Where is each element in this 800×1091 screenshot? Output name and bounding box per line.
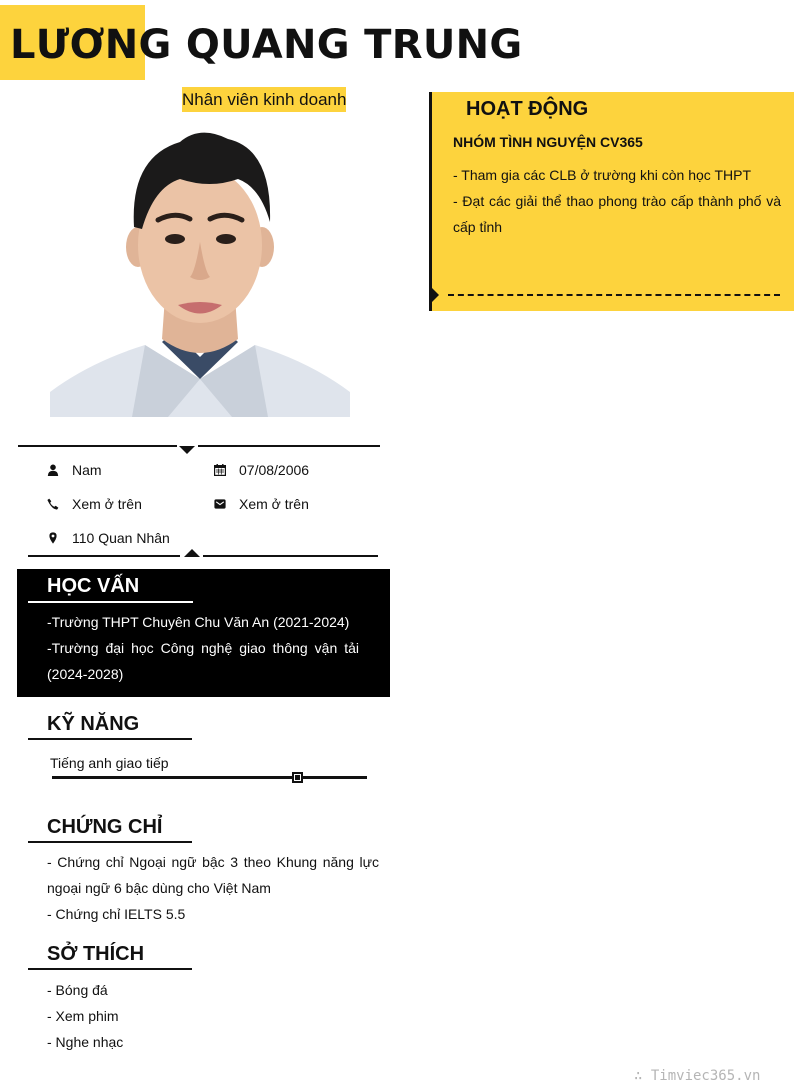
divider-arrow-up <box>184 549 200 557</box>
info-divider-bottom-left <box>28 555 180 557</box>
hobbies-title: SỞ THÍCH <box>47 943 145 965</box>
envelope-icon <box>213 497 227 511</box>
full-name: LƯƠNG QUANG TRUNG <box>10 22 523 68</box>
activities-title: HOẠT ĐỘNG <box>466 98 589 120</box>
info-divider-top-right <box>198 445 380 447</box>
skills-title: KỸ NĂNG <box>47 713 140 735</box>
address-row <box>46 530 170 546</box>
certificate-item: - Chứng chỉ Ngoại ngữ bậc 3 theo Khung năng lực ngoại ngữ 6 bậc dùng cho Việt Nam <box>47 854 379 896</box>
education-item: -Trường đại học Công nghệ giao thông vận tải (2024-2028) <box>47 640 359 682</box>
activity-timeline-dash <box>448 294 780 296</box>
hobby-item: - Bóng đá <box>47 982 108 998</box>
address-value: 110 Quan Nhân <box>72 530 170 546</box>
certificates-title: CHỨNG CHỈ <box>47 816 163 838</box>
certificates-title-underline <box>28 841 192 843</box>
avatar-illustration <box>50 117 350 417</box>
certificate-item: - Chứng chỉ IELTS 5.5 <box>47 906 186 922</box>
skills-title-underline <box>28 738 192 740</box>
hobby-item: - Xem phim <box>47 1008 119 1024</box>
calendar-icon <box>213 463 227 477</box>
activity-timeline-arrow <box>430 286 439 304</box>
skill-level-handle[interactable] <box>292 772 303 783</box>
gender-row <box>46 462 102 478</box>
hobbies-title-underline <box>28 968 192 970</box>
activity-item: - Tham gia các CLB ở trường khi còn học THPT <box>453 167 751 183</box>
phone-value: Xem ở trên <box>72 496 142 512</box>
birthday-row <box>213 462 309 478</box>
education-item: -Trường THPT Chuyên Chu Văn An (2021-2024) <box>47 614 350 630</box>
email-row <box>213 496 309 512</box>
activities-organization: NHÓM TÌNH NGUYỆN CV365 <box>453 134 643 150</box>
activity-item: - Đạt các giải thể thao phong trào cấp thành phố và cấp tỉnh <box>453 193 781 235</box>
education-title-underline <box>28 601 193 603</box>
hobby-item: - Nghe nhạc <box>47 1034 124 1050</box>
gender-value: Nam <box>72 462 102 478</box>
user-icon <box>46 463 60 477</box>
birthday-value: 07/08/2006 <box>239 462 310 478</box>
info-divider-bottom-right <box>203 555 378 557</box>
skill-level-bar <box>52 776 367 779</box>
phone-icon <box>46 497 60 511</box>
phone-row <box>46 496 142 512</box>
info-divider-top-left <box>18 445 177 447</box>
skill-name: Tiếng anh giao tiếp <box>50 755 169 771</box>
education-title: HỌC VẤN <box>47 575 140 597</box>
divider-arrow-down <box>179 446 195 454</box>
profile-photo <box>50 117 350 417</box>
watermark: ∴ Timviec365.vn <box>634 1068 761 1084</box>
email-value: Xem ở trên <box>239 496 309 512</box>
map-marker-icon <box>46 531 60 545</box>
job-title: Nhân viên kinh doanh <box>182 87 346 112</box>
